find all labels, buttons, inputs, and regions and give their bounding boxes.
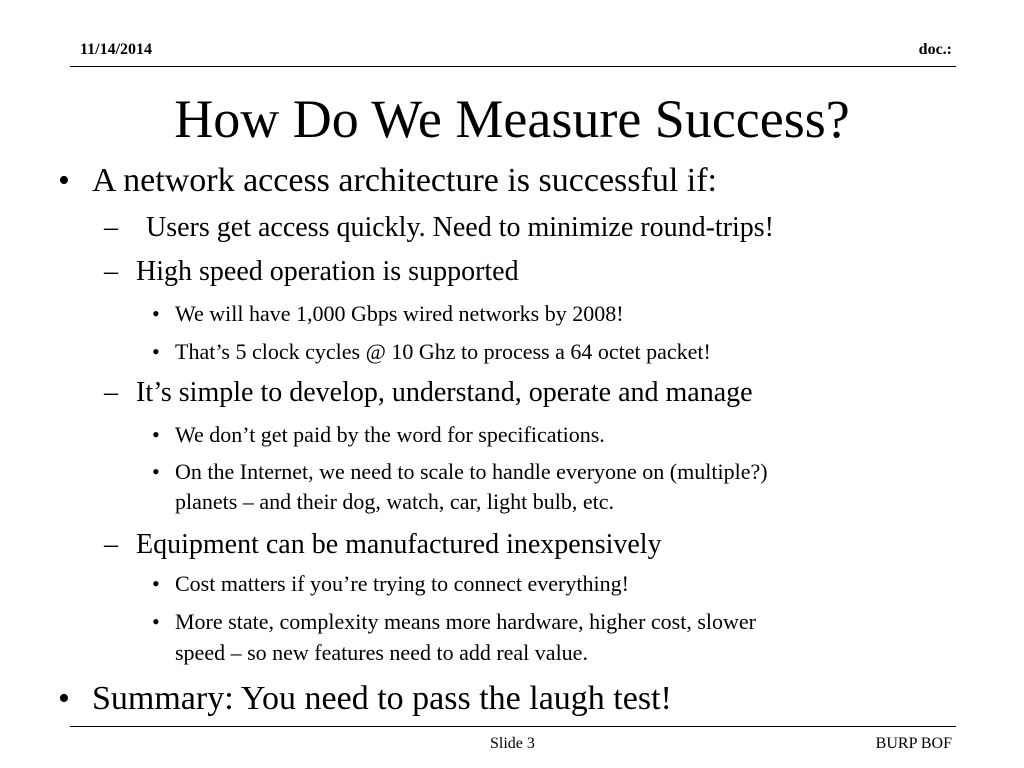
header-divider bbox=[70, 66, 956, 67]
dash-marker: – bbox=[104, 529, 118, 560]
bullet-marker: • bbox=[152, 422, 160, 447]
footer-label: BURP BOF bbox=[875, 735, 952, 752]
sub-sub-bullet-text: We don’t get paid by the word for specifications. bbox=[175, 422, 605, 447]
slide-number: Slide 3 bbox=[490, 735, 535, 752]
footer-divider bbox=[70, 726, 956, 727]
bullet-marker: • bbox=[152, 459, 160, 484]
sub-sub-bullet-continuation: speed – so new features need to add real value. bbox=[175, 640, 588, 665]
bullet-marker: • bbox=[58, 680, 70, 717]
dash-marker: – bbox=[104, 212, 118, 243]
bullet-marker: • bbox=[152, 339, 160, 364]
dash-marker: – bbox=[104, 377, 118, 408]
bullet-text: A network access architecture is successful if: bbox=[92, 162, 717, 199]
bullet-text: Summary: You need to pass the laugh test! bbox=[92, 680, 672, 717]
sub-bullet-text: It’s simple to develop, understand, operate and manage bbox=[136, 377, 753, 408]
bullet-marker: • bbox=[152, 571, 160, 596]
header-date: 11/14/2014 bbox=[80, 41, 153, 58]
bullet-marker: • bbox=[152, 301, 160, 326]
sub-sub-bullet-text: That’s 5 clock cycles @ 10 Ghz to process a 64 octet packet! bbox=[175, 339, 711, 364]
header-doc-label: doc.: bbox=[918, 41, 952, 58]
sub-sub-bullet-text: We will have 1,000 Gbps wired networks by 2008! bbox=[175, 301, 624, 326]
sub-sub-bullet-text: On the Internet, we need to scale to handle everyone on (multiple?) bbox=[175, 459, 768, 484]
sub-sub-bullet-text: Cost matters if you’re trying to connect everything! bbox=[175, 571, 629, 596]
dash-marker: – bbox=[104, 256, 118, 287]
slide-title: How Do We Measure Success? bbox=[174, 89, 850, 149]
sub-sub-bullet-text: More state, complexity means more hardware, higher cost, slower bbox=[175, 609, 756, 634]
bullet-marker: • bbox=[152, 609, 160, 634]
sub-bullet-text: Users get access quickly. Need to minimize round-trips! bbox=[146, 212, 775, 243]
sub-bullet-text: Equipment can be manufactured inexpensively bbox=[136, 529, 662, 560]
sub-bullet-text: High speed operation is supported bbox=[136, 256, 519, 287]
sub-sub-bullet-continuation: planets – and their dog, watch, car, light bulb, etc. bbox=[175, 489, 614, 514]
bullet-marker: • bbox=[58, 162, 70, 199]
